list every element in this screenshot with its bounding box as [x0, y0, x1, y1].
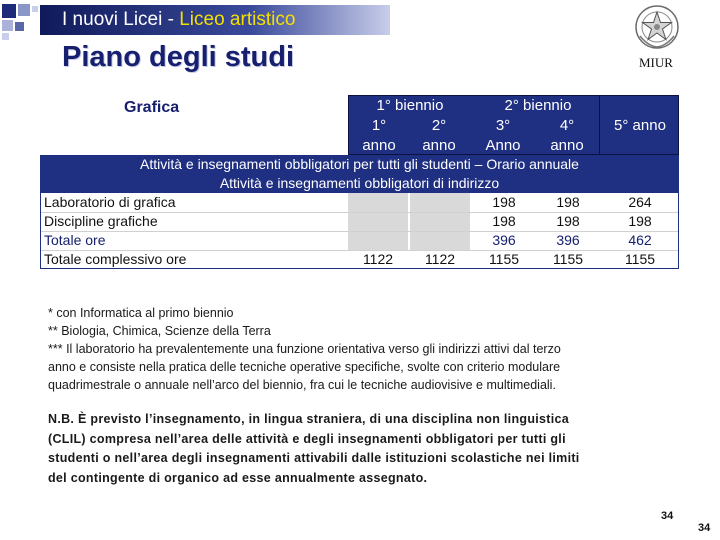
decor-square [18, 4, 30, 16]
nb-line: del contingente di organico ad esse annualmente assegnato. [48, 470, 428, 485]
section-label: Grafica [124, 99, 180, 116]
miur-label: MIUR [639, 55, 673, 70]
header-year5: 5° anno [614, 117, 666, 134]
header-year4-num: 4° [559, 117, 575, 134]
header-year1-num: 1° [371, 117, 387, 134]
cell-year3: 396 [492, 232, 516, 248]
header-title [62, 9, 295, 31]
cell-year5: 198 [628, 213, 652, 229]
footnote-3-line1: *** Il laboratorio ha prevalentemente una funzione orientativa verso gli indirizzi attivi dal terzo [48, 342, 561, 356]
cell-year5: 264 [628, 194, 652, 210]
nb-line: studenti o nell’area degli insegnamenti attivabili dalle istituzioni scolastiche nei limiti [48, 451, 580, 465]
page-number: 34 [661, 510, 674, 522]
footnote-3-line2: anno e consiste nella pratica delle tecniche operative specifiche, svolte con criterio modulare [48, 360, 561, 374]
nb-line: (CLIL) compresa nell’area delle attività e degli insegnamenti obbligatori per tutti gli [48, 431, 566, 446]
cell-year3: 1155 [488, 251, 520, 267]
footnote-2: ** Biologia, Chimica, Scienze della Terra [48, 324, 271, 338]
header-year2-word: anno [422, 137, 456, 154]
cell-year4: 396 [556, 232, 580, 248]
band-common-subjects: Attività e insegnamenti obbligatori per tutti gli studenti – Orario annuale [40, 155, 679, 174]
header-biennio-1: 1° biennio [376, 97, 444, 114]
nb-line: N.B. È previsto l’insegnamento, in lingua straniera, di una disciplina non linguistica [48, 412, 570, 426]
nb-paragraph [48, 410, 670, 488]
header-biennio-2: 2° biennio [504, 97, 572, 114]
republic-emblem-icon [634, 4, 680, 50]
header-year3-word: Anno [485, 137, 521, 154]
cell-year1: 1122 [362, 251, 394, 267]
header-title-part1: I nuovi Licei - [62, 9, 180, 30]
table-frame [40, 155, 679, 269]
decor-square [2, 20, 13, 31]
header-year1-word: anno [362, 137, 396, 154]
decor-square [32, 6, 38, 12]
header-year3-num: 3° [495, 117, 511, 134]
decor-square [2, 33, 9, 40]
row-label: Totale ore [44, 232, 106, 248]
page-title: Piano degli studi [62, 41, 295, 73]
cell-year4: 198 [556, 194, 580, 210]
cell-year2: 1122 [424, 251, 456, 267]
header-title-part2: Liceo artistico [179, 9, 296, 30]
decor-square [15, 22, 24, 31]
row-label: Laboratorio di grafica [44, 194, 176, 210]
footnote-3-line3: quadrimestrale o annuale nell’arco del biennio, fra cui le tecniche audiovisive e multimediali. [48, 378, 556, 392]
cell-year5: 1155 [624, 251, 656, 267]
cell-year4: 1155 [552, 251, 584, 267]
header-year4-word: anno [550, 137, 584, 154]
cell-year4: 198 [556, 213, 580, 229]
header-year2-num: 2° [431, 117, 447, 134]
row-label: Totale complessivo ore [44, 251, 187, 267]
cell-year3: 198 [492, 194, 516, 210]
band-specialization-subjects: Attività e insegnamenti obbligatori di indirizzo [40, 174, 679, 193]
footnote-1: * con Informatica al primo biennio [48, 306, 234, 320]
cell-year5: 462 [628, 232, 652, 248]
table-header-divider [599, 95, 600, 155]
slide-number: 34 [698, 522, 711, 534]
decor-square [2, 4, 16, 18]
cell-year3: 198 [492, 213, 516, 229]
row-label: Discipline grafiche [44, 213, 158, 229]
